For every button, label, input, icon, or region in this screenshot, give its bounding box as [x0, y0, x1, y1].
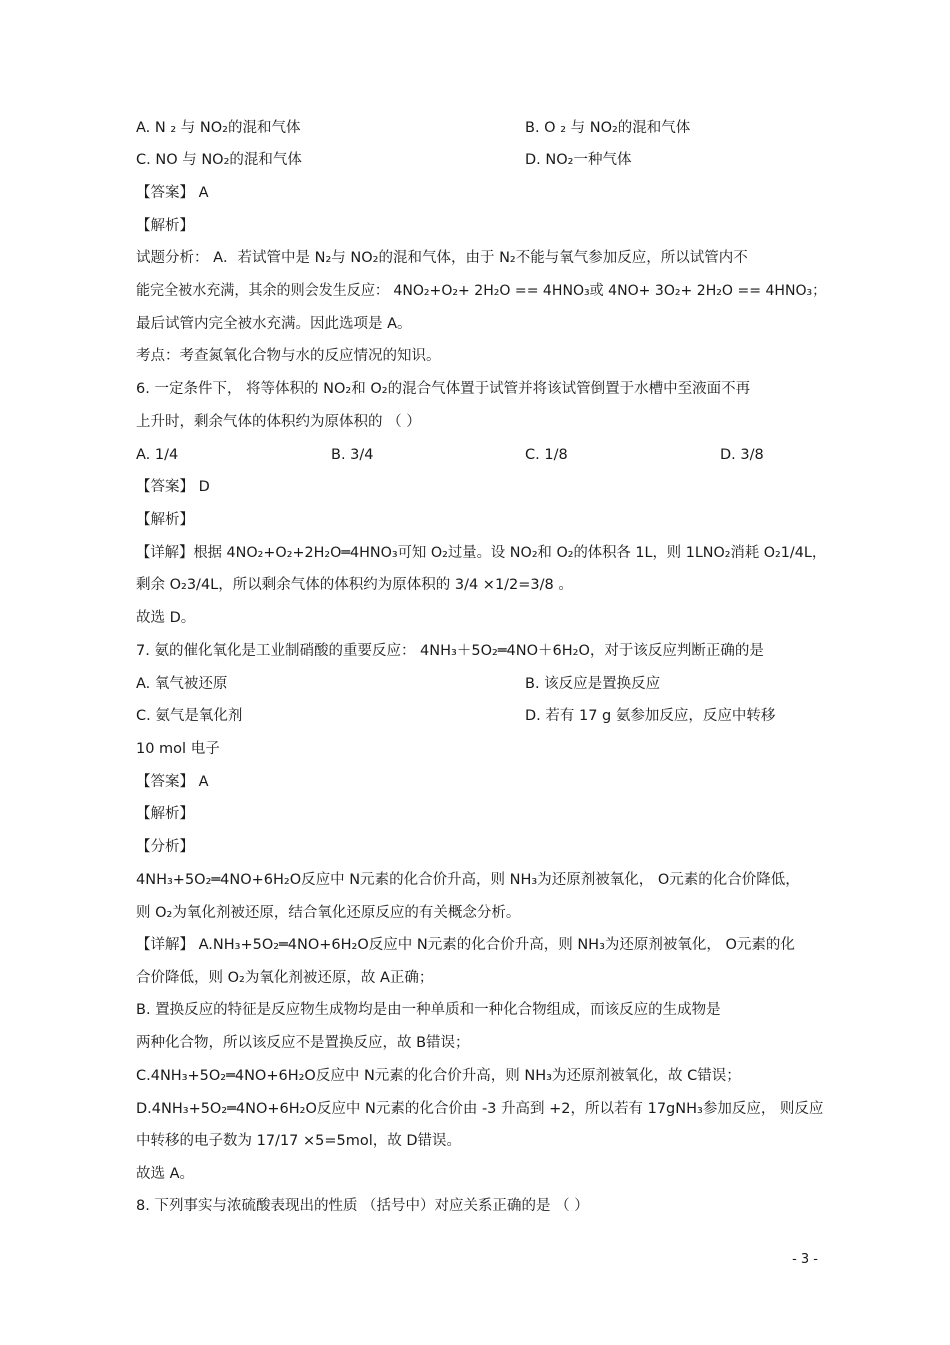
line-q5-analysis-heading: 【解析】 — [136, 218, 194, 234]
line-q7-option-a: A. 氧气被还原 — [136, 676, 228, 692]
line-q6-option-b: B. 3/4 — [331, 447, 374, 463]
line-q7-stem: 7. 氨的催化氧化是工业制硝酸的重要反应： 4NH₃＋5O₂═4NO＋6H₂O，对于该反应判断正确的是 — [136, 643, 764, 659]
line-q7-conclusion: 故选 A。 — [136, 1166, 195, 1182]
line-q7-detail-d-2: 中转移的电子数为 17/17 ×5=5mol，故 D错误。 — [136, 1133, 462, 1149]
line-q6-option-c: C. 1/8 — [525, 447, 568, 463]
line-q6-detail-2: 剩余 O₂3/4L，所以剩余气体的体积约为原体积的 3/4 ×1/2=3/8 。 — [136, 577, 573, 593]
line-q7-option-b: B. 该反应是置换反应 — [525, 676, 661, 692]
line-q6-option-d: D. 3/8 — [720, 447, 764, 463]
line-q6-conclusion: 故选 D。 — [136, 610, 196, 626]
page-number: - 3 - — [792, 1252, 818, 1267]
line-q5-knowledge-point: 考点：考查氮氧化合物与水的反应情况的知识。 — [136, 348, 441, 364]
line-q6-answer: 【答案】 D — [136, 479, 210, 495]
line-q7-detail-d-1: D.4NH₃+5O₂═4NO+6H₂O反应中 N元素的化合价由 -3 升高到 +2，所以若有 17gNH₃参加反应， 则反应 — [136, 1101, 824, 1117]
line-q7-analyze-1: 4NH₃+5O₂═4NO+6H₂O反应中 N元素的化合价升高，则 NH₃为还原剂被氧化， O元素的化合价降低， — [136, 872, 800, 888]
line-q6-stem-1: 6. 一定条件下， 将等体积的 NO₂和 O₂的混合气体置于试管并将该试管倒置于水槽中至液面不再 — [136, 381, 751, 397]
line-q5-option-c: C. NO 与 NO₂的混和气体 — [136, 152, 302, 168]
line-q6-detail-1: 【详解】根据 4NO₂+O₂+2H₂O═4HNO₃可知 O₂过量。设 NO₂和 O₂的体积各 1L，则 1LNO₂消耗 O₂1/4L， — [136, 545, 827, 561]
line-q7-answer: 【答案】 A — [136, 774, 209, 790]
line-q7-detail-b-1: B. 置换反应的特征是反应物生成物均是由一种单质和一种化合物组成，而该反应的生成物是 — [136, 1002, 721, 1018]
line-q7-option-d-cont: 10 mol 电子 — [136, 741, 220, 757]
line-q5-analysis-3: 最后试管内完全被水充满。因此选项是 A。 — [136, 316, 412, 332]
line-q7-option-d: D. 若有 17 g 氨参加反应，反应中转移 — [525, 708, 776, 724]
line-q6-option-a: A. 1/4 — [136, 447, 179, 463]
line-q7-analyze-heading: 【分析】 — [136, 839, 194, 855]
line-q6-stem-2: 上升时，剩余气体的体积约为原体积的 （ ） — [136, 414, 421, 430]
line-q5-analysis-2: 能完全被水充满，其余的则会发生反应： 4NO₂+O₂+ 2H₂O == 4HNO₃或 4NO+ 3O₂+ 2H₂O == 4HNO₃； — [136, 283, 827, 299]
line-q7-detail-c: C.4NH₃+5O₂═4NO+6H₂O反应中 N元素的化合价升高，则 NH₃为还原剂被氧化，故 C错误； — [136, 1068, 741, 1084]
line-q7-option-c: C. 氨气是氧化剂 — [136, 708, 243, 724]
line-q6-analysis-heading: 【解析】 — [136, 512, 194, 528]
line-q5-option-d: D. NO₂一种气体 — [525, 152, 632, 168]
line-q7-detail-b-2: 两种化合物，所以该反应不是置换反应，故 B错误； — [136, 1035, 470, 1051]
line-q8-stem: 8. 下列事实与浓硫酸表现出的性质 （括号中）对应关系正确的是 （ ） — [136, 1198, 589, 1214]
line-q5-option-a: A. N ₂ 与 NO₂的混和气体 — [136, 120, 301, 136]
line-q7-analysis-heading: 【解析】 — [136, 806, 194, 822]
line-q5-option-b: B. O ₂ 与 NO₂的混和气体 — [525, 120, 691, 136]
line-q7-detail-a-2: 合价降低，则 O₂为氧化剂被还原，故 A正确； — [136, 970, 434, 986]
line-q5-analysis-1: 试题分析： A．若试管中是 N₂与 NO₂的混和气体，由于 N₂不能与氧气参加反应，所以试管内不 — [136, 250, 748, 266]
line-q7-analyze-2: 则 O₂为氧化剂被还原，结合氧化还原反应的有关概念分析。 — [136, 905, 521, 921]
line-q7-detail-a-1: 【详解】 A.NH₃+5O₂═4NO+6H₂O反应中 N元素的化合价升高，则 NH₃为还原剂被氧化， O元素的化 — [136, 937, 795, 953]
line-q5-answer: 【答案】 A — [136, 185, 209, 201]
